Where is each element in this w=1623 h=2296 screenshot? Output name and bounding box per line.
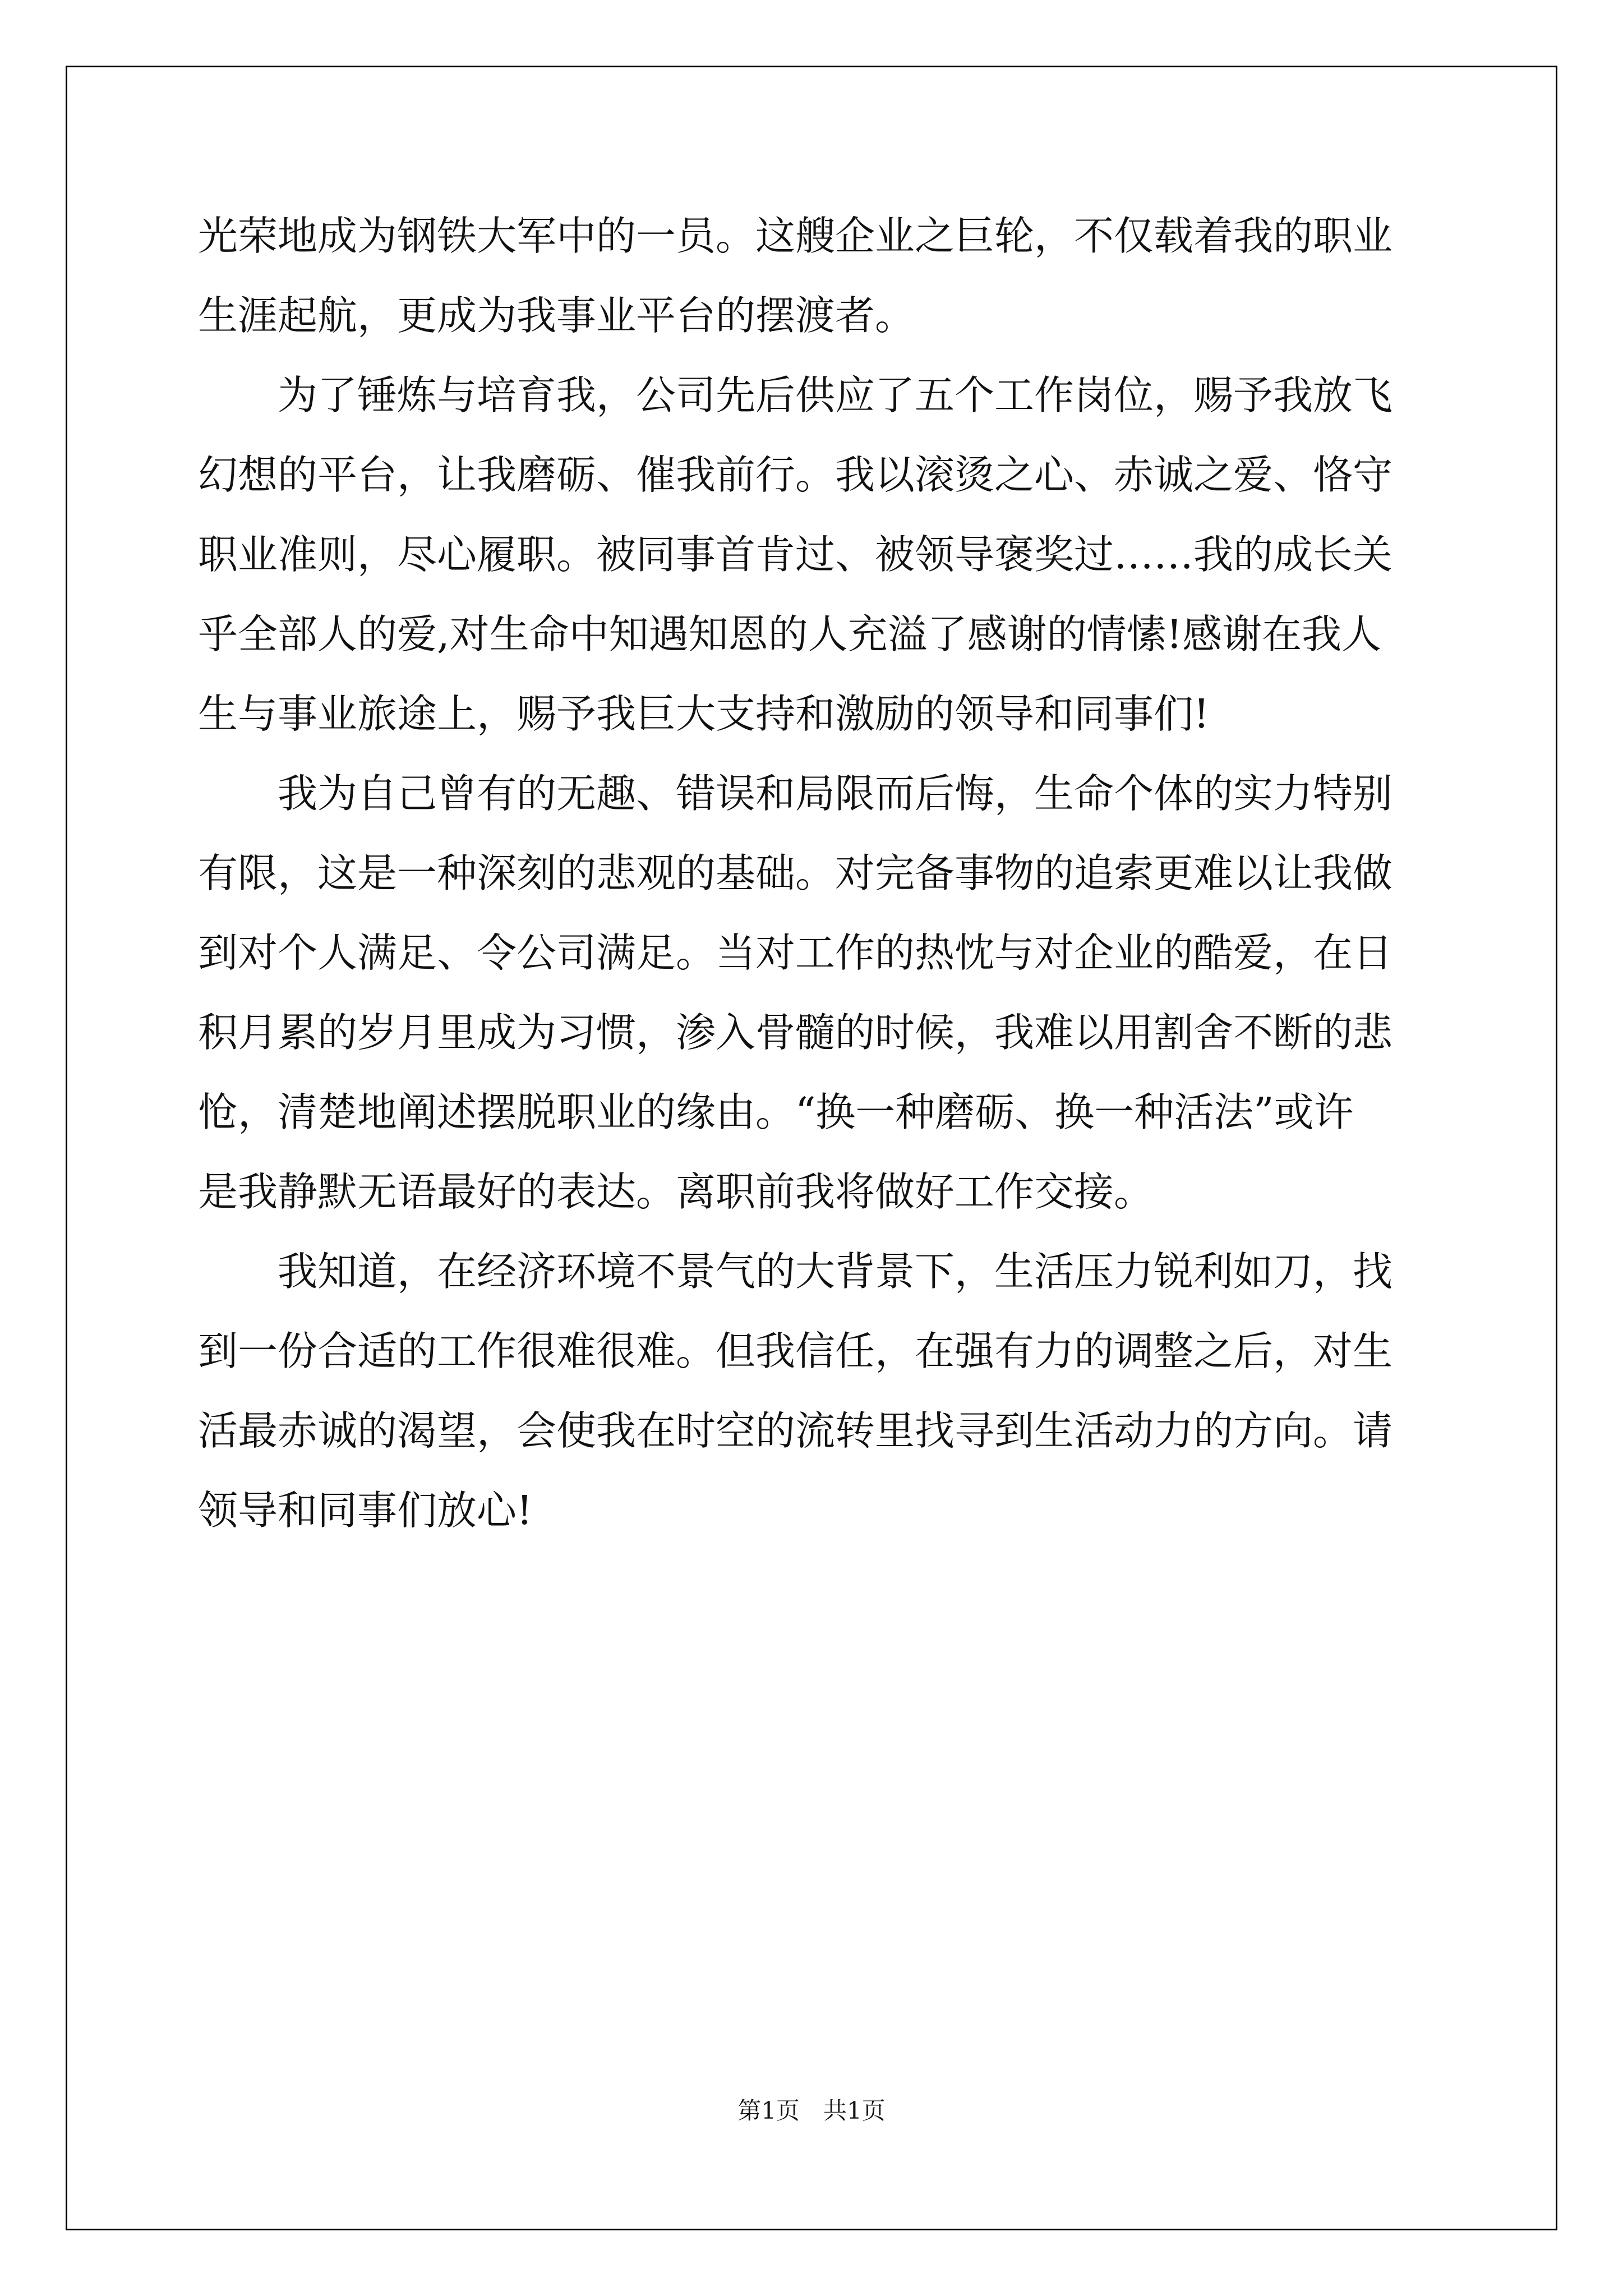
paragraph-4-line-4: 领导和同事们放心! (198, 1487, 533, 1534)
paragraph-2-line-1: 为了锤炼与培育我，公司先后供应了五个工作岗位，赐予我放飞 (278, 372, 1393, 418)
paragraph-2-line-2: 幻想的平台，让我磨砺、催我前行。我以滚烫之心、赤诚之爱、恪守 (198, 452, 1393, 498)
paragraph-2-line-3: 职业准则，尽心履职。被同事首肯过、被领导褒奖过……我的成长关 (198, 531, 1393, 578)
document-body (198, 196, 1433, 1550)
paragraph-1-line-2: 生涯起航，更成为我事业平台的摆渡者。 (198, 292, 915, 339)
paragraph-3-line-3: 到对个人满足、令公司满足。当对工作的热忱与对企业的酷爱，在日 (198, 930, 1393, 976)
paragraph-3-line-5: 怆，清楚地阐述摆脱职业的缘由。“换一种磨砺、换一种活法”或许 (198, 1089, 1354, 1135)
paragraph-4-line-2: 到一份合适的工作很难很难。但我信任，在强有力的调整之后，对生 (198, 1328, 1393, 1374)
paragraph-3-line-4: 积月累的岁月里成为习惯，渗入骨髓的时候，我难以用割舍不断的悲 (198, 1009, 1393, 1056)
paragraph-2-line-4: 乎全部人的爱,对生命中知遇知恩的人充溢了感谢的情愫!感谢在我人 (198, 611, 1382, 657)
paragraph-3-line-1: 我为自己曾有的无趣、错误和局限而后悔，生命个体的实力特别 (278, 770, 1393, 817)
paragraph-4-line-3: 活最赤诚的渴望，会使我在时空的流转里找寻到生活动力的方向。请 (198, 1407, 1393, 1454)
paragraph-3-line-6: 是我静默无语最好的表达。离职前我将做好工作交接。 (198, 1168, 1154, 1215)
paragraph-2-line-5: 生与事业旅途上，赐予我巨大支持和激励的领导和同事们! (198, 691, 1210, 737)
paragraph-1-line-1: 光荣地成为钢铁大军中的一员。这艘企业之巨轮，不仅载着我的职业 (198, 213, 1393, 259)
paragraph-4-line-1: 我知道，在经济环境不景气的大背景下，生活压力锐利如刀，找 (278, 1248, 1393, 1295)
page-number-footer: 第1页 共1页 (737, 2097, 886, 2124)
paragraph-3-line-2: 有限，这是一种深刻的悲观的基础。对完备事物的追索更难以让我做 (198, 850, 1393, 896)
